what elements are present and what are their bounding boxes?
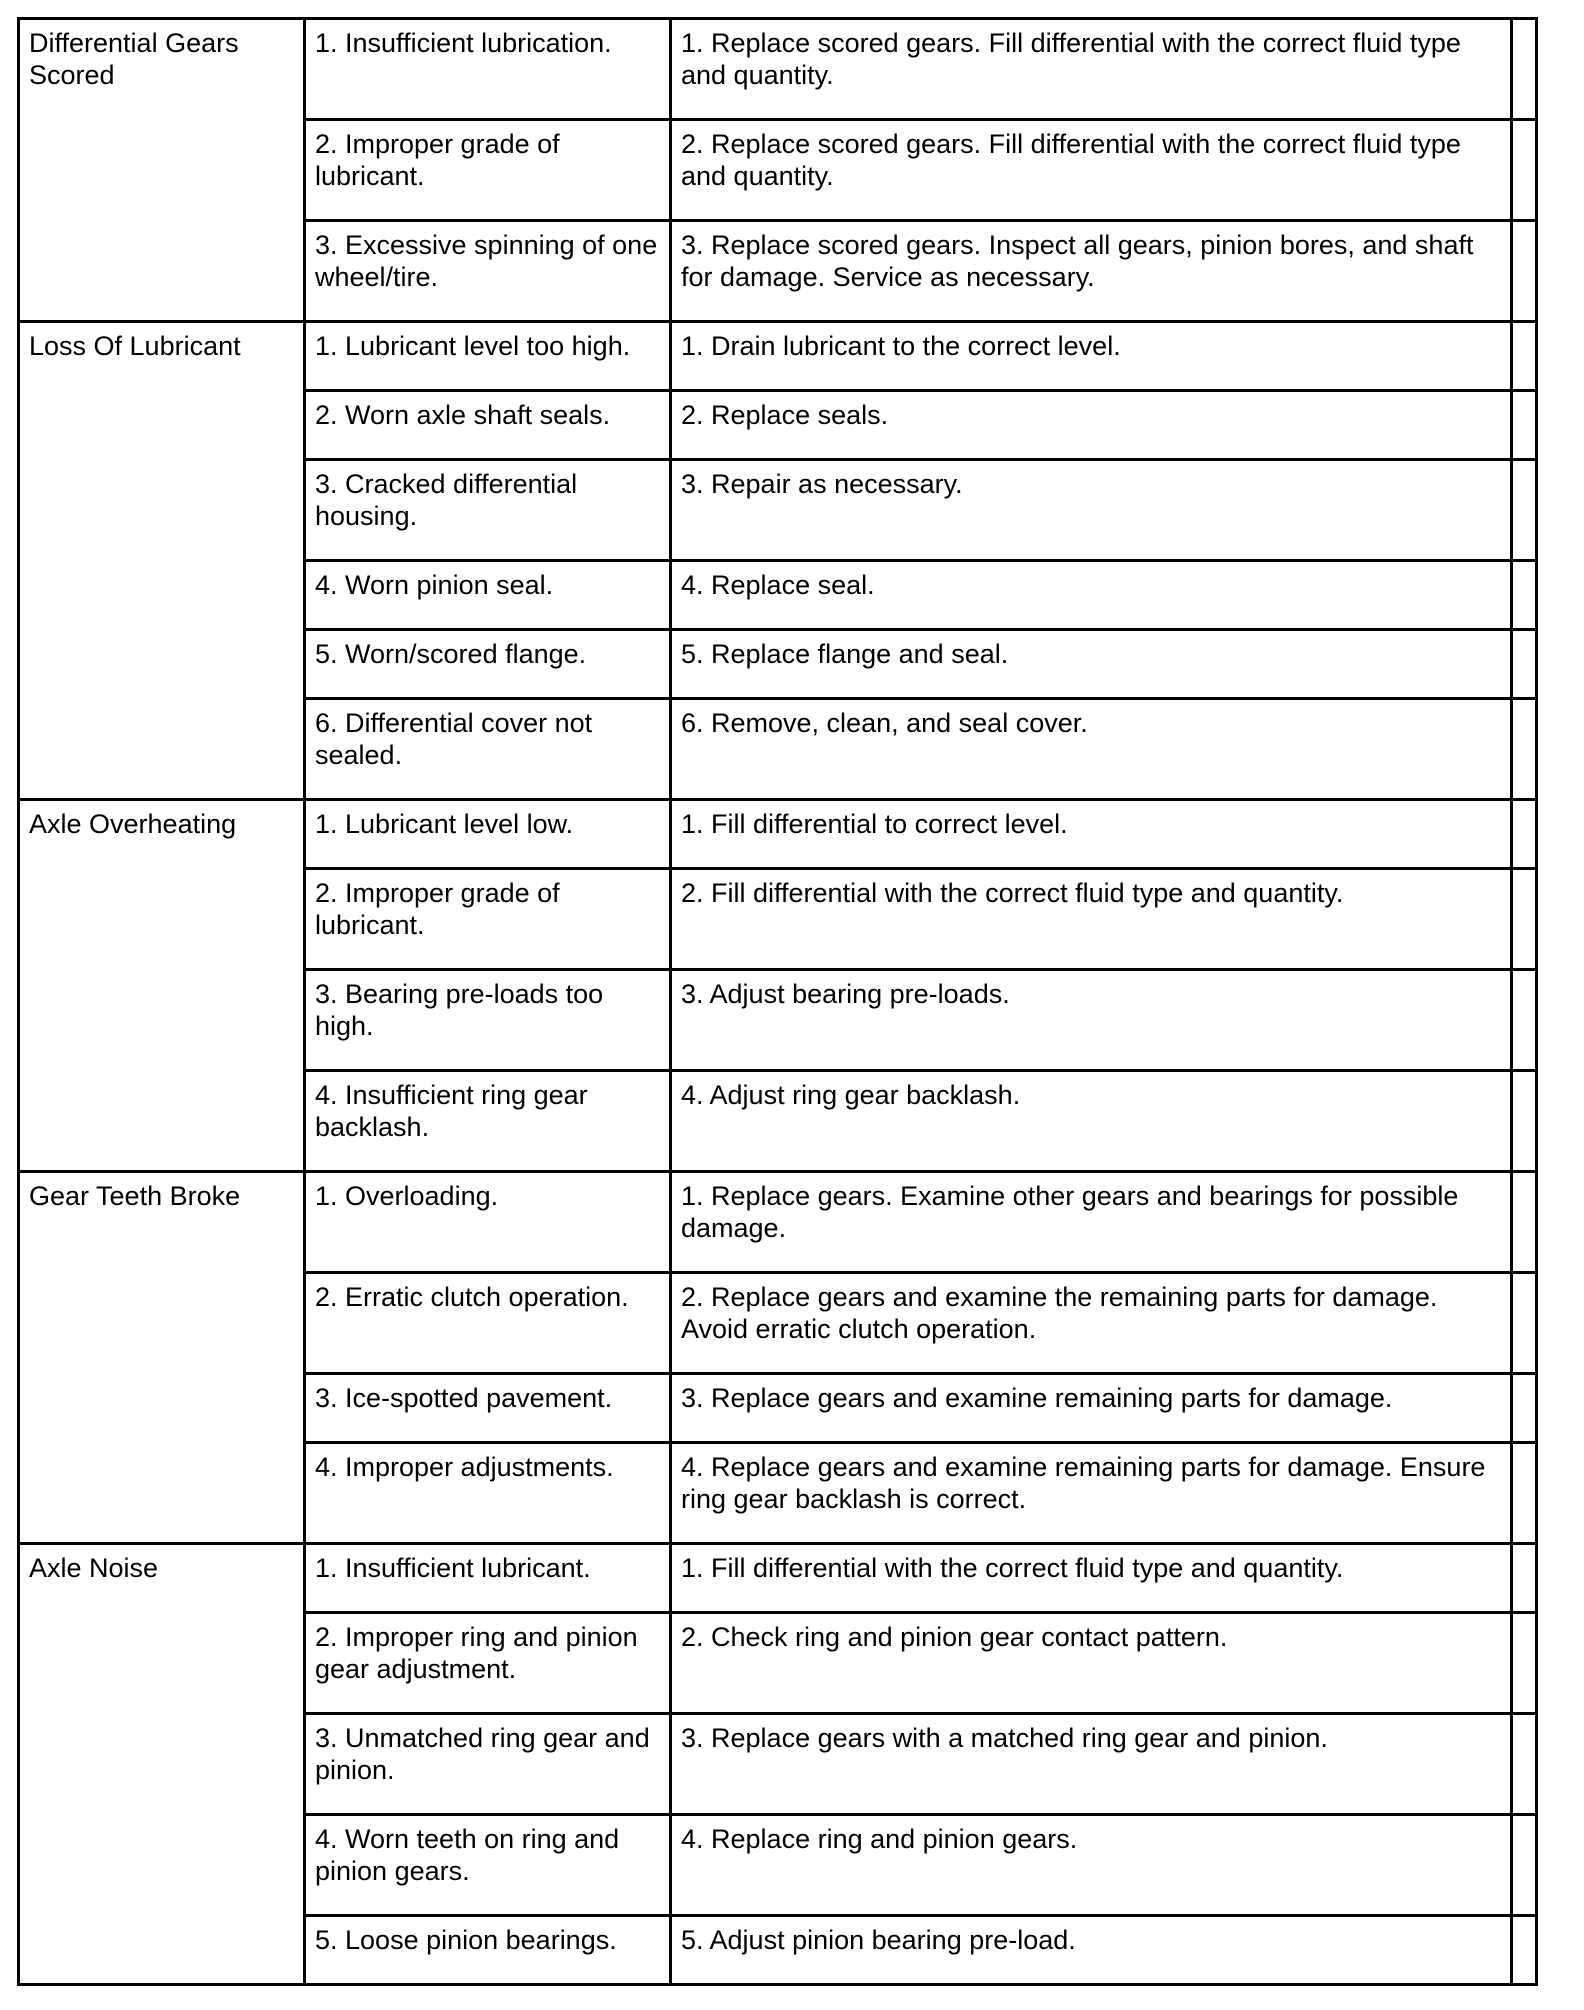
correction-cell: 3. Replace scored gears. Inspect all gears, pinion bores, and shaft for damage. Service as necessary.	[671, 221, 1512, 322]
gutter-cell	[1512, 1544, 1537, 1613]
correction-cell: 5. Adjust pinion bearing pre-load.	[671, 1916, 1512, 1985]
table-row	[19, 1172, 1537, 1273]
cause-cell: 4. Insufficient ring gear backlash.	[305, 1071, 671, 1172]
gutter-cell	[1512, 221, 1537, 322]
cause-cell: 2. Improper grade of lubricant.	[305, 869, 671, 970]
cause-cell: 2. Erratic clutch operation.	[305, 1273, 671, 1374]
cause-cell: 4. Worn teeth on ring and pinion gears.	[305, 1815, 671, 1916]
cause-cell: 1. Insufficient lubricant.	[305, 1544, 671, 1613]
gutter-cell	[1512, 1172, 1537, 1273]
correction-cell: 2. Replace seals.	[671, 391, 1512, 460]
condition-cell: Differential Gears Scored	[19, 19, 305, 322]
cause-cell: 4. Worn pinion seal.	[305, 561, 671, 630]
correction-cell: 2. Replace gears and examine the remaining parts for damage. Avoid erratic clutch operation.	[671, 1273, 1512, 1374]
correction-cell: 3. Adjust bearing pre-loads.	[671, 970, 1512, 1071]
correction-cell: 1. Replace gears. Examine other gears and bearings for possible damage.	[671, 1172, 1512, 1273]
cause-cell: 3. Ice-spotted pavement.	[305, 1374, 671, 1443]
correction-cell: 4. Replace gears and examine remaining parts for damage. Ensure ring gear backlash is correct.	[671, 1443, 1512, 1544]
cause-cell: 1. Lubricant level low.	[305, 800, 671, 869]
gutter-cell	[1512, 869, 1537, 970]
correction-cell: 4. Replace seal.	[671, 561, 1512, 630]
gutter-cell	[1512, 800, 1537, 869]
gutter-cell	[1512, 1815, 1537, 1916]
correction-cell: 4. Adjust ring gear backlash.	[671, 1071, 1512, 1172]
gutter-cell	[1512, 322, 1537, 391]
gutter-cell	[1512, 1273, 1537, 1374]
cause-cell: 4. Improper adjustments.	[305, 1443, 671, 1544]
correction-cell: 3. Replace gears and examine remaining parts for damage.	[671, 1374, 1512, 1443]
gutter-cell	[1512, 460, 1537, 561]
correction-cell: 2. Check ring and pinion gear contact pattern.	[671, 1613, 1512, 1714]
correction-cell: 2. Replace scored gears. Fill differential with the correct fluid type and quantity.	[671, 120, 1512, 221]
correction-cell: 2. Fill differential with the correct fluid type and quantity.	[671, 869, 1512, 970]
cause-cell: 2. Improper grade of lubricant.	[305, 120, 671, 221]
cause-cell: 3. Unmatched ring gear and pinion.	[305, 1714, 671, 1815]
gutter-cell	[1512, 1071, 1537, 1172]
cause-cell: 3. Cracked differential housing.	[305, 460, 671, 561]
correction-cell: 6. Remove, clean, and seal cover.	[671, 699, 1512, 800]
table-row	[19, 19, 1537, 120]
gutter-cell	[1512, 1613, 1537, 1714]
gutter-cell	[1512, 630, 1537, 699]
gutter-cell	[1512, 561, 1537, 630]
condition-cell: Axle Overheating	[19, 800, 305, 1172]
gutter-cell	[1512, 391, 1537, 460]
cause-cell: 2. Worn axle shaft seals.	[305, 391, 671, 460]
gutter-cell	[1512, 1714, 1537, 1815]
cause-cell: 1. Insufficient lubrication.	[305, 19, 671, 120]
gutter-cell	[1512, 120, 1537, 221]
table-row	[19, 322, 1537, 391]
condition-cell: Loss Of Lubricant	[19, 322, 305, 800]
diagnosis-table-body	[19, 19, 1537, 1985]
gutter-cell	[1512, 19, 1537, 120]
gutter-cell	[1512, 1374, 1537, 1443]
correction-cell: 1. Fill differential with the correct fluid type and quantity.	[671, 1544, 1512, 1613]
table-row	[19, 800, 1537, 869]
cause-cell: 2. Improper ring and pinion gear adjustment.	[305, 1613, 671, 1714]
gutter-cell	[1512, 699, 1537, 800]
condition-cell: Gear Teeth Broke	[19, 1172, 305, 1544]
cause-cell: 3. Excessive spinning of one wheel/tire.	[305, 221, 671, 322]
correction-cell: 4. Replace ring and pinion gears.	[671, 1815, 1512, 1916]
correction-cell: 1. Replace scored gears. Fill differential with the correct fluid type and quantity.	[671, 19, 1512, 120]
cause-cell: 1. Overloading.	[305, 1172, 671, 1273]
cause-cell: 5. Loose pinion bearings.	[305, 1916, 671, 1985]
table-row	[19, 1544, 1537, 1613]
gutter-cell	[1512, 1916, 1537, 1985]
correction-cell: 1. Fill differential to correct level.	[671, 800, 1512, 869]
cause-cell: 1. Lubricant level too high.	[305, 322, 671, 391]
correction-cell: 5. Replace flange and seal.	[671, 630, 1512, 699]
correction-cell: 3. Repair as necessary.	[671, 460, 1512, 561]
cause-cell: 5. Worn/scored flange.	[305, 630, 671, 699]
cause-cell: 3. Bearing pre-loads too high.	[305, 970, 671, 1071]
cause-cell: 6. Differential cover not sealed.	[305, 699, 671, 800]
correction-cell: 1. Drain lubricant to the correct level.	[671, 322, 1512, 391]
condition-cell: Axle Noise	[19, 1544, 305, 1985]
diagnosis-table	[17, 17, 1538, 1986]
correction-cell: 3. Replace gears with a matched ring gear and pinion.	[671, 1714, 1512, 1815]
gutter-cell	[1512, 970, 1537, 1071]
gutter-cell	[1512, 1443, 1537, 1544]
